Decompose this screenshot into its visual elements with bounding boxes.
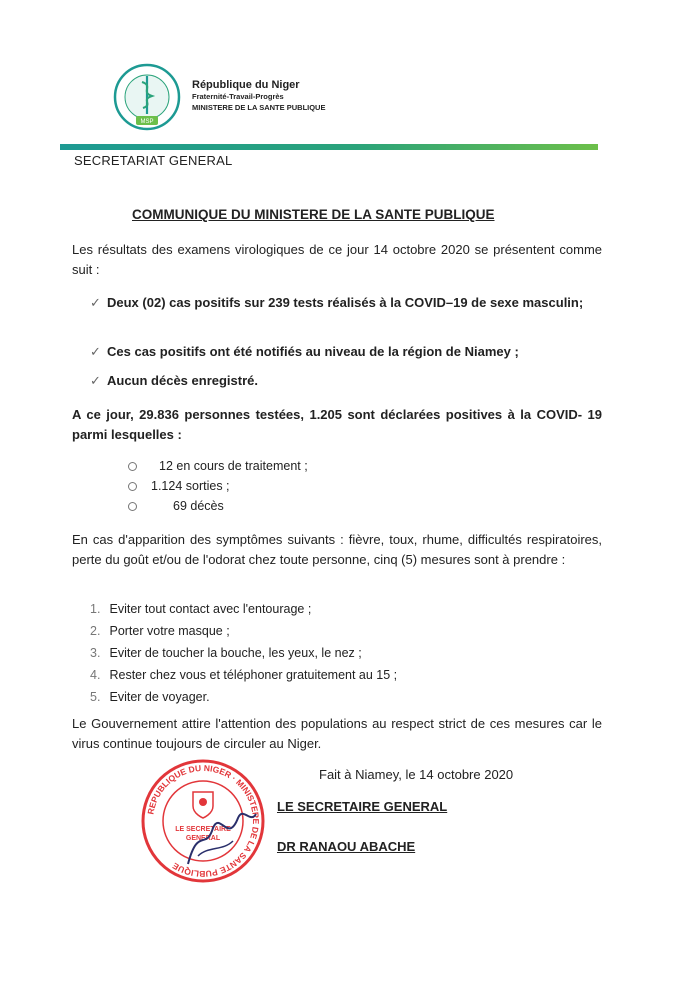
measure-item: 2. Porter votre masque ;	[90, 624, 230, 638]
closing-paragraph: Le Gouvernement attire l'attention des populations au respect strict de ces mesures car le virus continue toujours de circuler au Niger.	[72, 716, 602, 751]
header-divider	[60, 144, 598, 150]
circle-bullet-icon	[128, 462, 137, 471]
svg-text:GENERAL: GENERAL	[185, 835, 221, 842]
measure-item: 3. Eviter de toucher la bouche, les yeux, le nez ;	[90, 646, 362, 660]
intro-paragraph: Les résultats des examens virologiques de ce jour 14 octobre 2020 se présentent comme suit :	[72, 242, 602, 277]
ministry-logo	[112, 62, 182, 132]
measure-item: 5. Eviter de voyager.	[90, 690, 210, 704]
country-name: République du Niger	[192, 79, 300, 91]
measure-item: 1. Eviter tout contact avec l'entourage ;	[90, 602, 312, 616]
highlight-item: ✓ Ces cas positifs ont été notifiés au niveau de la région de Niamey ;	[90, 344, 519, 359]
breakdown-item: 69 décès	[128, 496, 224, 516]
country-motto: Fraternité-Travail-Progrès	[192, 92, 284, 101]
org-header	[192, 80, 325, 113]
logo-abbrev: MSP	[140, 119, 154, 125]
check-icon: ✓	[90, 344, 101, 359]
check-icon: ✓	[90, 295, 101, 310]
signatory-name: DR RANAOU ABACHE	[277, 839, 416, 854]
circle-bullet-icon	[128, 502, 137, 511]
signatory-title: LE SECRETAIRE GENERAL	[277, 799, 448, 814]
measure-item: 4. Rester chez vous et téléphoner gratuitement au 15 ;	[90, 668, 398, 682]
office-name: SECRETARIAT GENERAL	[74, 153, 233, 168]
highlight-item: ✓ Deux (02) cas positifs sur 239 tests réalisés à la COVID–19 de sexe masculin;	[90, 295, 584, 310]
svg-text:REPUBLIQUE DU NIGER · MINISTER: REPUBLIQUE DU NIGER · MINISTERE DE LA SANTE PUBLIQUE	[145, 762, 262, 880]
place-date: Fait à Niamey, le 14 octobre 2020	[319, 767, 514, 782]
circle-bullet-icon	[128, 482, 137, 491]
symptoms-paragraph: En cas d'apparition des symptômes suivants : fièvre, toux, rhume, difficultés respiratoires, perte du goût et/ou de l'odorat chez toute personne, cinq (5) mesures sont à prendre :	[72, 532, 602, 567]
summary-paragraph: A ce jour, 29.836 personnes testées, 1.205 sont déclarées positives à la COVID- 19 parmi lesquelles :	[72, 407, 602, 442]
svg-text:LE SECRETAIRE: LE SECRETAIRE	[175, 826, 231, 833]
check-icon: ✓	[90, 373, 101, 388]
breakdown-item: 12 en cours de traitement ;	[128, 456, 308, 476]
document-title: COMMUNIQUE DU MINISTERE DE LA SANTE PUBLIQUE	[132, 207, 495, 222]
official-stamp	[138, 756, 268, 886]
breakdown-item: 1.124 sorties ;	[128, 476, 230, 496]
ministry-name: MINISTERE DE LA SANTE PUBLIQUE	[192, 103, 326, 112]
highlight-item: ✓ Aucun décès enregistré.	[90, 373, 258, 388]
